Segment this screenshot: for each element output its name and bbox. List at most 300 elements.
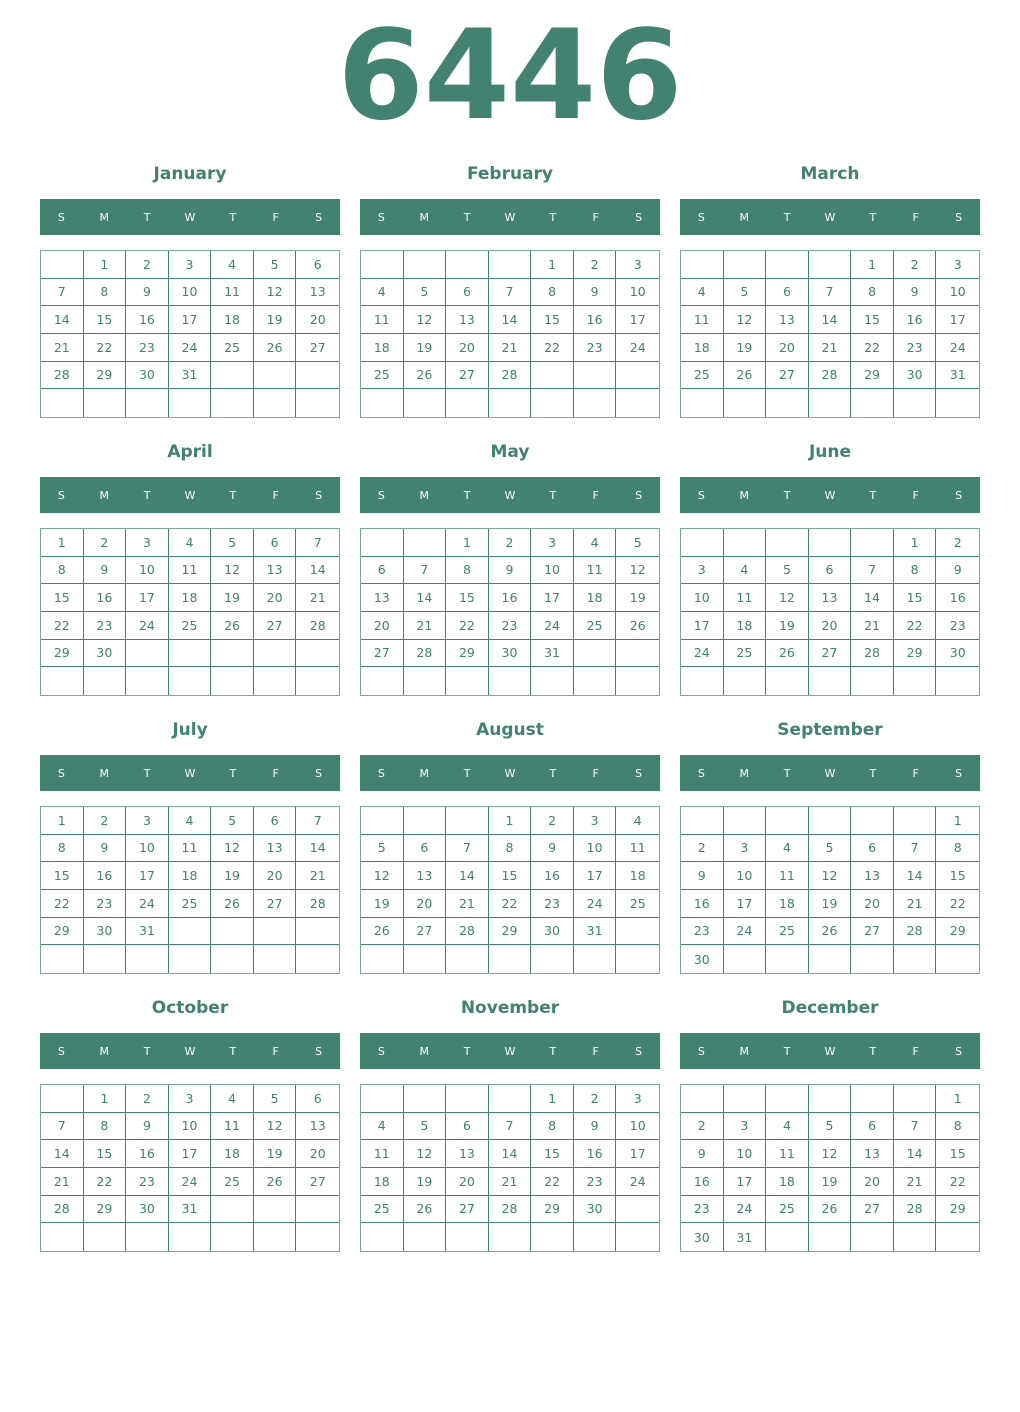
day-cell: 8 <box>894 557 937 585</box>
day-cell: 4 <box>211 1085 254 1113</box>
empty-cell <box>254 362 297 390</box>
weekday-label: M <box>419 210 430 224</box>
day-cell: 21 <box>296 584 339 612</box>
day-cell: 6 <box>851 1113 894 1141</box>
day-cell: 31 <box>724 1223 767 1251</box>
day-cell: 9 <box>936 557 979 585</box>
day-cell: 6 <box>851 835 894 863</box>
day-cell: 29 <box>531 1196 574 1224</box>
empty-cell <box>894 807 937 835</box>
empty-cell <box>531 389 574 417</box>
day-cell: 5 <box>404 1113 447 1141</box>
empty-cell <box>681 1085 724 1113</box>
day-cell: 28 <box>489 362 532 390</box>
day-cell: 28 <box>41 1196 84 1224</box>
empty-cell <box>446 1223 489 1251</box>
weekday-label: S <box>377 210 385 224</box>
empty-cell <box>254 389 297 417</box>
day-cell: 27 <box>851 918 894 946</box>
empty-cell <box>361 1223 404 1251</box>
day-cell: 2 <box>574 1085 617 1113</box>
empty-cell <box>616 1223 659 1251</box>
day-cell: 25 <box>616 890 659 918</box>
weekday-label: S <box>697 210 705 224</box>
month-name: February <box>466 164 554 184</box>
day-cell: 31 <box>574 918 617 946</box>
day-cell: 18 <box>766 890 809 918</box>
day-cell: 2 <box>489 529 532 557</box>
day-cell: 7 <box>809 279 852 307</box>
day-cell: 5 <box>254 251 297 279</box>
day-cell: 31 <box>531 640 574 668</box>
day-cell: 2 <box>126 1085 169 1113</box>
day-cell: 5 <box>211 807 254 835</box>
day-cell: 5 <box>724 279 767 307</box>
day-cell: 27 <box>446 1196 489 1224</box>
day-cell: 11 <box>361 306 404 334</box>
day-cell: 16 <box>126 306 169 334</box>
day-cell: 3 <box>169 251 212 279</box>
weekday-label: F <box>592 488 599 502</box>
empty-cell <box>531 667 574 695</box>
day-cell: 1 <box>84 1085 127 1113</box>
day-cell: 26 <box>404 362 447 390</box>
day-cell: 5 <box>809 835 852 863</box>
day-cell: 13 <box>809 584 852 612</box>
day-cell: 22 <box>894 612 937 640</box>
day-cell: 28 <box>296 612 339 640</box>
empty-cell <box>616 1196 659 1224</box>
day-cell: 10 <box>616 279 659 307</box>
empty-cell <box>404 529 447 557</box>
day-cell: 29 <box>936 1196 979 1224</box>
day-cell: 20 <box>446 1168 489 1196</box>
empty-cell <box>616 945 659 973</box>
empty-cell <box>84 1223 127 1251</box>
empty-cell <box>724 389 767 417</box>
empty-cell <box>361 389 404 417</box>
day-cell: 3 <box>616 251 659 279</box>
day-cell: 22 <box>84 1168 127 1196</box>
empty-cell <box>211 667 254 695</box>
day-cell: 5 <box>361 835 404 863</box>
day-cell: 23 <box>84 890 127 918</box>
day-cell: 16 <box>489 584 532 612</box>
day-cell: 25 <box>766 1196 809 1224</box>
day-cell: 22 <box>936 1168 979 1196</box>
day-cell: 21 <box>489 334 532 362</box>
day-cell: 28 <box>404 640 447 668</box>
day-cell: 7 <box>894 1113 937 1141</box>
day-cell: 8 <box>936 835 979 863</box>
day-grid <box>360 250 660 418</box>
day-cell: 10 <box>126 557 169 585</box>
day-grid <box>360 528 660 696</box>
empty-cell <box>446 667 489 695</box>
day-cell: 1 <box>894 529 937 557</box>
day-cell: 14 <box>296 557 339 585</box>
day-cell: 17 <box>681 612 724 640</box>
day-cell: 4 <box>361 1113 404 1141</box>
weekday-label: T <box>229 766 237 780</box>
day-cell: 7 <box>41 1113 84 1141</box>
weekday-label: T <box>549 488 557 502</box>
day-cell: 1 <box>936 1085 979 1113</box>
day-cell: 19 <box>404 334 447 362</box>
day-cell: 17 <box>531 584 574 612</box>
empty-cell <box>681 251 724 279</box>
day-cell: 27 <box>296 1168 339 1196</box>
day-cell: 4 <box>169 529 212 557</box>
day-cell: 29 <box>41 640 84 668</box>
empty-cell <box>724 1085 767 1113</box>
weekday-label: S <box>955 766 963 780</box>
empty-cell <box>361 251 404 279</box>
day-cell: 17 <box>616 1140 659 1168</box>
day-cell: 16 <box>126 1140 169 1168</box>
day-cell: 19 <box>254 306 297 334</box>
day-cell: 24 <box>531 612 574 640</box>
day-cell: 28 <box>296 890 339 918</box>
day-cell: 27 <box>296 334 339 362</box>
day-cell: 24 <box>616 334 659 362</box>
weekday-label: T <box>463 210 471 224</box>
empty-cell <box>894 1223 937 1251</box>
day-cell: 23 <box>681 918 724 946</box>
day-cell: 12 <box>254 279 297 307</box>
day-cell: 6 <box>404 835 447 863</box>
day-grid <box>40 528 340 696</box>
empty-cell <box>296 667 339 695</box>
weekday-label: T <box>463 1044 471 1058</box>
weekday-label: S <box>697 1044 705 1058</box>
weekday-label: M <box>739 766 750 780</box>
weekday-label: W <box>504 210 516 224</box>
empty-cell <box>211 640 254 668</box>
day-cell: 10 <box>126 835 169 863</box>
day-cell: 21 <box>809 334 852 362</box>
day-cell: 20 <box>361 612 404 640</box>
day-cell: 4 <box>574 529 617 557</box>
weekday-label: M <box>99 210 110 224</box>
empty-cell <box>169 945 212 973</box>
day-cell: 10 <box>724 862 767 890</box>
day-cell: 17 <box>574 862 617 890</box>
empty-cell <box>211 389 254 417</box>
empty-cell <box>169 918 212 946</box>
day-cell: 12 <box>361 862 404 890</box>
empty-cell <box>681 807 724 835</box>
day-cell: 15 <box>936 1140 979 1168</box>
day-cell: 3 <box>724 835 767 863</box>
weekday-header <box>40 755 340 791</box>
day-cell: 31 <box>169 1196 212 1224</box>
weekday-label: T <box>229 1044 237 1058</box>
day-cell: 30 <box>531 918 574 946</box>
day-cell: 19 <box>616 584 659 612</box>
day-cell: 20 <box>766 334 809 362</box>
day-cell: 6 <box>446 279 489 307</box>
day-cell: 27 <box>404 918 447 946</box>
day-cell: 13 <box>296 279 339 307</box>
day-cell: 26 <box>254 1168 297 1196</box>
day-cell: 15 <box>531 1140 574 1168</box>
empty-cell <box>766 667 809 695</box>
day-cell: 22 <box>489 890 532 918</box>
day-cell: 25 <box>169 612 212 640</box>
weekday-label: T <box>229 488 237 502</box>
weekday-label: T <box>549 766 557 780</box>
day-cell: 3 <box>724 1113 767 1141</box>
day-cell: 30 <box>489 640 532 668</box>
day-cell: 4 <box>681 279 724 307</box>
empty-cell <box>126 945 169 973</box>
day-cell: 6 <box>809 557 852 585</box>
day-cell: 10 <box>936 279 979 307</box>
day-cell: 7 <box>894 835 937 863</box>
weekday-label: S <box>635 210 643 224</box>
day-cell: 25 <box>361 362 404 390</box>
day-cell: 3 <box>936 251 979 279</box>
weekday-label: S <box>635 766 643 780</box>
empty-cell <box>446 251 489 279</box>
day-cell: 19 <box>809 890 852 918</box>
day-cell: 1 <box>531 1085 574 1113</box>
day-cell: 21 <box>446 890 489 918</box>
weekday-header <box>360 1033 660 1069</box>
day-cell: 11 <box>616 835 659 863</box>
empty-cell <box>936 945 979 973</box>
day-cell: 22 <box>531 1168 574 1196</box>
empty-cell <box>724 945 767 973</box>
day-cell: 30 <box>84 918 127 946</box>
empty-cell <box>296 1196 339 1224</box>
day-cell: 11 <box>211 279 254 307</box>
day-cell: 3 <box>531 529 574 557</box>
empty-cell <box>41 1085 84 1113</box>
day-cell: 30 <box>574 1196 617 1224</box>
month-name: October <box>151 998 229 1018</box>
empty-cell <box>296 640 339 668</box>
day-cell: 21 <box>296 862 339 890</box>
weekday-label: W <box>824 210 836 224</box>
empty-cell <box>766 807 809 835</box>
weekday-label: M <box>739 488 750 502</box>
day-cell: 29 <box>84 362 127 390</box>
day-cell: 13 <box>404 862 447 890</box>
day-cell: 8 <box>84 1113 127 1141</box>
day-cell: 14 <box>894 1140 937 1168</box>
weekday-label: S <box>377 488 385 502</box>
day-cell: 18 <box>211 306 254 334</box>
day-cell: 9 <box>489 557 532 585</box>
day-cell: 17 <box>169 306 212 334</box>
day-cell: 6 <box>254 807 297 835</box>
day-cell: 23 <box>574 1168 617 1196</box>
empty-cell <box>446 1085 489 1113</box>
day-cell: 10 <box>724 1140 767 1168</box>
day-cell: 23 <box>126 1168 169 1196</box>
day-cell: 4 <box>361 279 404 307</box>
empty-cell <box>851 807 894 835</box>
empty-cell <box>574 640 617 668</box>
day-cell: 28 <box>809 362 852 390</box>
empty-cell <box>489 667 532 695</box>
day-cell: 20 <box>254 584 297 612</box>
empty-cell <box>766 529 809 557</box>
day-cell: 4 <box>724 557 767 585</box>
weekday-label: S <box>315 1044 323 1058</box>
day-cell: 31 <box>936 362 979 390</box>
month-name: December <box>781 998 879 1018</box>
day-cell: 18 <box>361 334 404 362</box>
weekday-label: T <box>549 210 557 224</box>
day-grid <box>680 250 980 418</box>
day-cell: 10 <box>531 557 574 585</box>
weekday-label: F <box>592 1044 599 1058</box>
day-cell: 9 <box>126 279 169 307</box>
day-cell: 3 <box>126 529 169 557</box>
month-name: March <box>800 164 860 184</box>
weekday-label: W <box>184 1044 196 1058</box>
day-grid <box>360 806 660 974</box>
day-cell: 10 <box>169 1113 212 1141</box>
day-cell: 3 <box>574 807 617 835</box>
day-cell: 9 <box>531 835 574 863</box>
day-cell: 7 <box>404 557 447 585</box>
empty-cell <box>851 389 894 417</box>
weekday-label: F <box>592 210 599 224</box>
empty-cell <box>936 389 979 417</box>
day-cell: 18 <box>574 584 617 612</box>
day-cell: 20 <box>296 306 339 334</box>
day-cell: 27 <box>254 612 297 640</box>
empty-cell <box>489 251 532 279</box>
day-cell: 26 <box>254 334 297 362</box>
day-cell: 26 <box>809 918 852 946</box>
weekday-header <box>680 199 980 235</box>
day-cell: 19 <box>211 584 254 612</box>
empty-cell <box>616 918 659 946</box>
weekday-label: F <box>912 1044 919 1058</box>
empty-cell <box>766 1085 809 1113</box>
weekday-label: S <box>315 488 323 502</box>
empty-cell <box>894 1085 937 1113</box>
empty-cell <box>404 251 447 279</box>
empty-cell <box>446 807 489 835</box>
weekday-label: S <box>315 766 323 780</box>
empty-cell <box>616 362 659 390</box>
day-cell: 17 <box>126 862 169 890</box>
empty-cell <box>809 251 852 279</box>
day-cell: 1 <box>489 807 532 835</box>
weekday-label: M <box>419 766 430 780</box>
day-cell: 26 <box>724 362 767 390</box>
day-cell: 15 <box>936 862 979 890</box>
empty-cell <box>296 1223 339 1251</box>
day-cell: 9 <box>894 279 937 307</box>
weekday-header <box>40 1033 340 1069</box>
weekday-label: M <box>419 1044 430 1058</box>
day-cell: 27 <box>851 1196 894 1224</box>
day-cell: 21 <box>894 1168 937 1196</box>
empty-cell <box>809 529 852 557</box>
day-cell: 17 <box>616 306 659 334</box>
day-cell: 14 <box>446 862 489 890</box>
day-cell: 13 <box>446 1140 489 1168</box>
month-name: January <box>153 164 227 184</box>
day-cell: 19 <box>211 862 254 890</box>
empty-cell <box>616 389 659 417</box>
empty-cell <box>296 362 339 390</box>
day-cell: 30 <box>894 362 937 390</box>
month-name: May <box>490 442 530 462</box>
day-cell: 16 <box>574 306 617 334</box>
empty-cell <box>489 1085 532 1113</box>
day-cell: 19 <box>404 1168 447 1196</box>
empty-cell <box>84 389 127 417</box>
empty-cell <box>254 1196 297 1224</box>
day-cell: 11 <box>681 306 724 334</box>
day-cell: 25 <box>361 1196 404 1224</box>
empty-cell <box>681 529 724 557</box>
day-cell: 14 <box>851 584 894 612</box>
empty-cell <box>211 945 254 973</box>
weekday-label: W <box>504 488 516 502</box>
day-cell: 29 <box>936 918 979 946</box>
month-name: June <box>808 442 852 462</box>
day-cell: 4 <box>169 807 212 835</box>
empty-cell <box>894 389 937 417</box>
empty-cell <box>851 945 894 973</box>
empty-cell <box>361 807 404 835</box>
day-cell: 1 <box>851 251 894 279</box>
empty-cell <box>616 640 659 668</box>
empty-cell <box>404 807 447 835</box>
day-cell: 7 <box>489 1113 532 1141</box>
day-cell: 7 <box>489 279 532 307</box>
day-cell: 11 <box>211 1113 254 1141</box>
day-cell: 8 <box>531 1113 574 1141</box>
day-cell: 30 <box>84 640 127 668</box>
weekday-label: T <box>869 488 877 502</box>
weekday-label: F <box>272 488 279 502</box>
day-cell: 25 <box>724 640 767 668</box>
day-cell: 20 <box>404 890 447 918</box>
day-cell: 15 <box>84 306 127 334</box>
empty-cell <box>211 1196 254 1224</box>
day-cell: 18 <box>681 334 724 362</box>
weekday-label: T <box>143 210 151 224</box>
day-cell: 22 <box>446 612 489 640</box>
empty-cell <box>766 1223 809 1251</box>
day-cell: 20 <box>254 862 297 890</box>
empty-cell <box>211 362 254 390</box>
day-cell: 20 <box>851 890 894 918</box>
weekday-label: T <box>143 1044 151 1058</box>
weekday-label: M <box>99 488 110 502</box>
day-grid <box>680 1084 980 1252</box>
day-cell: 26 <box>211 890 254 918</box>
weekday-label: S <box>377 1044 385 1058</box>
day-cell: 1 <box>41 807 84 835</box>
weekday-label: W <box>504 766 516 780</box>
day-grid <box>360 1084 660 1252</box>
weekday-label: M <box>419 488 430 502</box>
day-cell: 2 <box>681 835 724 863</box>
day-cell: 29 <box>41 918 84 946</box>
empty-cell <box>361 1085 404 1113</box>
